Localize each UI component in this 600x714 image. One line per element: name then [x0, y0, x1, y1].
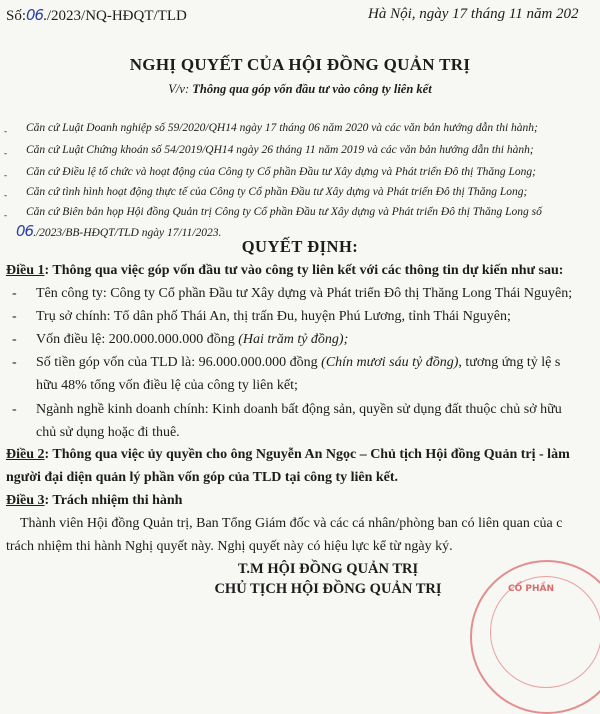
subtitle-prefix: V/v: [168, 82, 190, 96]
item-text-italic: (Chín mươi sáu tỷ đồng) [321, 355, 459, 370]
item-dash: - [12, 355, 17, 370]
item-text-main: Số tiền góp vốn của TLD là: 96.000.000.000 đồng [36, 355, 322, 370]
article-3-line-2: trách nhiệm thi hành Nghị quyết này. Nghị quyết này có hiệu lực kể từ ngày ký. [6, 539, 453, 554]
bullet-dash: - [4, 190, 7, 200]
article-3-heading [6, 493, 182, 509]
article-3-text: : Trách nhiệm thi hành [44, 493, 183, 508]
article-2-line-1 [6, 447, 570, 463]
can-cu-text: Căn cứ Luật Chứng khoán số 54/2019/QH14 ngày 26 tháng 11 năm 2019 và các văn bản hướng dẫn thi hành; [26, 144, 534, 156]
signature-line-2: CHỦ TỊCH HỘI ĐỒNG QUẢN TRỊ [214, 581, 442, 597]
can-cu-text: Căn cứ Biên bản họp Hội đồng Quản trị Công ty Cổ phần Đầu tư Xây dựng và Phát triển Đô thị Thăng Long số [26, 206, 542, 218]
item-dash: - [12, 332, 17, 347]
bullet-dash: - [4, 210, 7, 220]
can-cu-text: Căn cứ Điều lệ tổ chức và hoạt động của Công ty Cổ phần Đầu tư Xây dựng và Phát triển Đô thị Thăng Long; [26, 166, 536, 178]
document-title: NGHỊ QUYẾT CỦA HỘI ĐỒNG QUẢN TRỊ [129, 55, 471, 74]
article-1-item [12, 309, 511, 325]
item-text [36, 355, 560, 371]
item-dash: - [12, 402, 17, 417]
handwritten-number: 06 [16, 222, 34, 240]
article-1-item [12, 286, 573, 302]
date-line: Hà Nội, ngày 17 tháng 11 năm 202 [368, 6, 579, 22]
article-1-heading [6, 263, 563, 279]
can-cu-text: Căn cứ tình hình hoạt động thực tế của Công ty Cổ phần Đầu tư Xây dựng và Phát triển Đô thị Thăng Long; [26, 186, 528, 198]
item-text [36, 332, 348, 348]
item-dash: - [12, 309, 17, 324]
item-text: Ngành nghề kinh doanh chính: Kinh doanh bất động sản, quyền sử dụng đất thuộc chủ sở hữu [36, 402, 562, 417]
article-3-label: Điều 3 [6, 493, 45, 508]
can-cu-text: Căn cứ Luật Doanh nghiệp số 59/2020/QH14 ngày 17 tháng 06 năm 2020 và các văn bản hướng dẫn thi hành; [26, 122, 538, 134]
article-2-label: Điều 2 [6, 447, 45, 462]
item-text-main: Vốn điều lệ: 200.000.000.000 đồng [36, 332, 239, 347]
item-text: Trụ sở chính: Tổ dân phố Thái An, thị trấn Đu, huyện Phú Lương, tỉnh Thái Nguyên; [36, 309, 511, 324]
item-text-tail: , tương ứng tỷ lệ s [458, 355, 561, 370]
article-1-item [12, 355, 561, 371]
signature-line-1: T.M HỘI ĐỒNG QUẢN TRỊ [237, 561, 419, 577]
bullet-dash: - [4, 126, 7, 136]
bullet-dash: - [4, 148, 7, 158]
bullet-dash: - [4, 170, 7, 180]
article-1-item [12, 402, 562, 418]
item-dash: - [12, 286, 17, 301]
article-1-item-continuation: hữu 48% tổng vốn điều lệ của công ty liên kết; [36, 378, 298, 393]
article-3-line-1: Thành viên Hội đồng Quản trị, Ban Tổng Giám đốc và các cá nhân/phòng ban có liên quan của c [20, 516, 563, 531]
article-2-text: : Thông qua việc ủy quyền cho ông Nguyễn An Ngọc – Chủ tịch Hội đồng Quản trị - làm [44, 447, 570, 462]
decision-heading: QUYẾT ĐỊNH: [241, 237, 359, 256]
stamp-text: CỔ PHẦN [508, 584, 555, 594]
subtitle-text: Thông qua góp vốn đầu tư vào công ty liên kết [192, 82, 432, 96]
item-text: Tên công ty: Công ty Cổ phần Đầu tư Xây dựng và Phát triển Đô thị Thăng Long Thái Nguyên; [36, 286, 573, 301]
document-subtitle [0, 82, 600, 97]
article-1-label: Điều 1 [6, 263, 45, 278]
article-2-line-2: người đại diện quản lý phần vốn góp của TLD tại công ty liên kết. [6, 470, 399, 485]
number-suffix: ./2023/NQ-HĐQT/TLD [43, 8, 187, 24]
article-1-item-continuation: chủ sử dụng hoặc đi thuê. [36, 425, 180, 440]
can-cu-continuation-text: ./2023/BB-HĐQT/TLD ngày 17/11/2023. [33, 227, 222, 239]
article-1-item [12, 332, 349, 348]
article-1-text: : Thông qua việc góp vốn đầu tư vào công ty liên kết với các thông tin dự kiến như sau: [44, 263, 564, 278]
handwritten-number: 06 [26, 6, 44, 24]
document-number [6, 6, 187, 25]
item-text-italic: (Hai trăm tỷ đồng); [238, 332, 349, 347]
number-prefix: Số: [6, 8, 27, 24]
